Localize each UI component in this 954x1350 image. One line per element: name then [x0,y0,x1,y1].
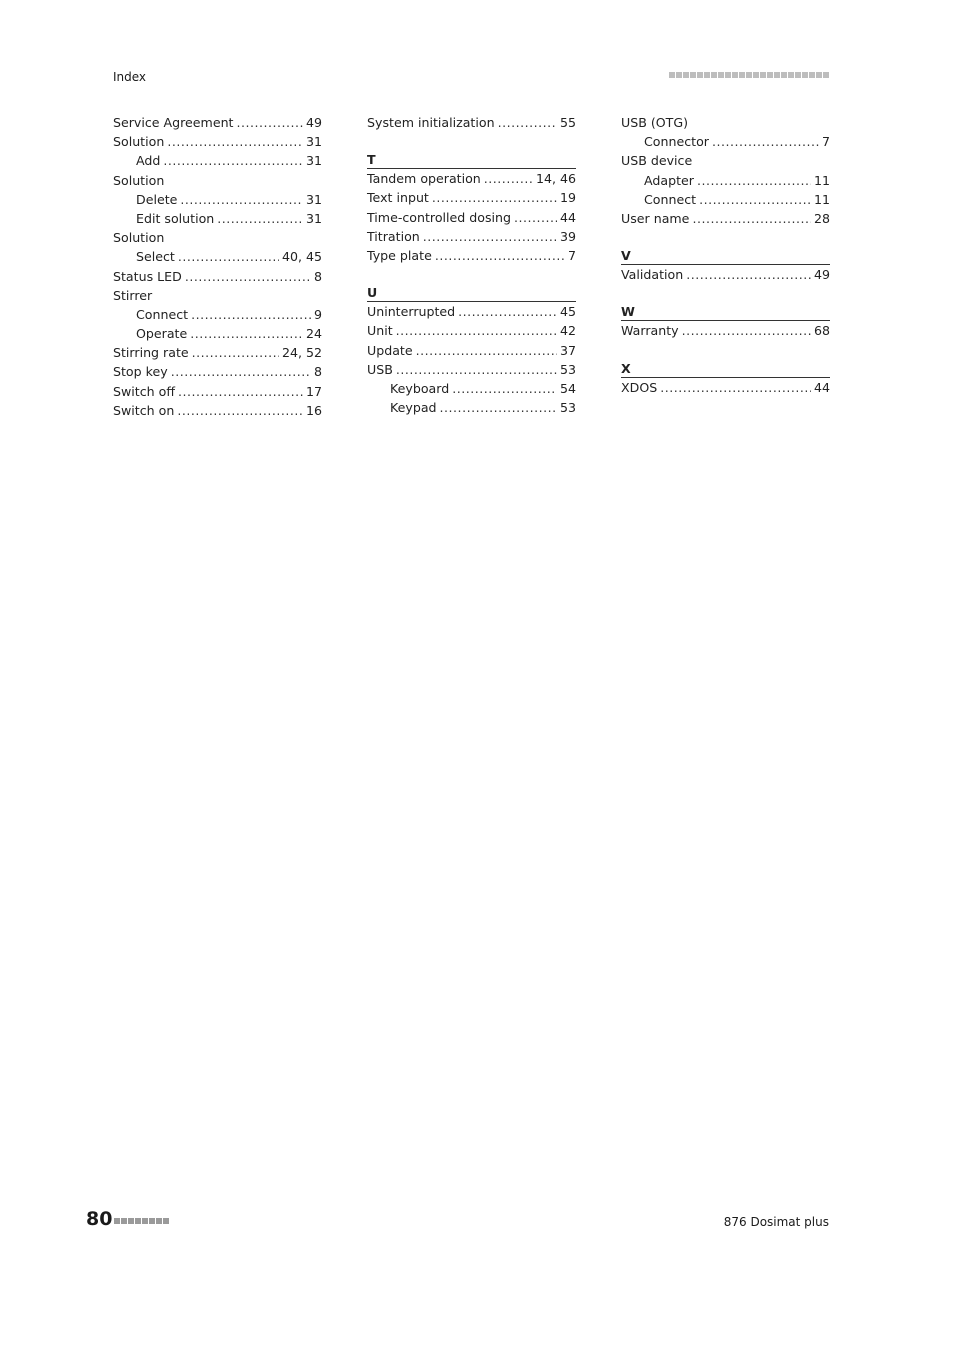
index-subentry [367,398,576,417]
index-entry [113,267,322,286]
index-page-ref: 31 [305,210,322,226]
dot-leader [435,246,565,265]
index-page-ref: 8 [313,364,322,380]
header-decoration-square [816,72,822,78]
index-column-1 [113,113,322,420]
index-term: User name [621,210,690,226]
header-decoration-square [711,72,717,78]
dot-leader [498,113,557,132]
index-page-ref: 16 [305,402,322,418]
index-term: Add [136,153,161,169]
footer-decoration-square [135,1218,141,1224]
index-subentry [113,151,322,170]
dot-leader [163,151,303,170]
index-entry [621,378,830,397]
index-letter-heading: W [621,302,830,321]
index-page-ref: 53 [559,361,576,377]
index-page-ref: 7 [821,134,830,150]
index-term: Solution [113,172,165,188]
index-page-ref: 39 [559,228,576,244]
index-page-ref: 24, 52 [281,345,322,361]
dot-leader [458,302,557,321]
index-term: Switch on [113,402,175,418]
index-subentry [621,132,830,151]
index-page-ref: 11 [813,191,830,207]
index-page-ref: 54 [559,380,576,396]
index-entry [367,227,576,246]
dot-leader [178,247,279,266]
index-entry [367,341,576,360]
index-letter-heading: V [621,246,830,265]
index-entry [367,169,576,188]
index-page-ref: 28 [813,210,830,226]
index-subentry [621,190,830,209]
index-subentry [367,379,576,398]
index-page-ref: 68 [813,323,830,339]
index-term: Warranty [621,323,679,339]
index-term: System initialization [367,115,495,130]
index-page-ref: 24 [305,326,322,342]
header-decoration-square [767,72,773,78]
index-term: Keyboard [390,380,450,396]
header-decoration-square [669,72,675,78]
dot-leader [699,190,811,209]
index-entry [621,113,830,132]
index-term: USB device [621,153,693,169]
header-decoration-square [788,72,794,78]
index-term: Edit solution [136,210,215,226]
header-decoration-square [676,72,682,78]
index-term: Connect [136,306,189,322]
footer-decoration-square [149,1218,155,1224]
header-decoration-square [753,72,759,78]
index-page-ref: 31 [305,191,322,207]
dot-leader [712,132,819,151]
header-decoration-square [732,72,738,78]
index-term: Status LED [113,268,182,284]
footer-decoration-square [114,1218,120,1224]
index-entry [367,246,576,265]
index-entry [113,132,322,151]
index-subentry [113,324,322,343]
dot-leader [178,382,303,401]
index-subentry [113,190,322,209]
dot-leader [167,132,303,151]
index-term: Keypad [390,400,437,416]
header-decoration-square [760,72,766,78]
index-subentry [113,305,322,324]
index-page-ref: 9 [313,306,322,322]
header-decoration-square [781,72,787,78]
index-column-3 [621,113,830,397]
index-page-ref: 8 [313,268,322,284]
index-term: USB [367,361,393,377]
index-letter-heading: X [621,359,830,378]
dot-leader [190,324,303,343]
dot-leader [396,321,557,340]
index-page-ref: 7 [567,247,576,263]
index-page-ref: 17 [305,383,322,399]
header-decoration-square [802,72,808,78]
index-entry [367,360,576,379]
index-term: Connector [644,134,709,150]
header-decoration-squares [669,72,829,78]
index-term: Connect [644,191,697,207]
footer-decoration-square [142,1218,148,1224]
dot-leader [217,209,303,228]
index-term: Stop key [113,364,168,380]
dot-leader [697,171,811,190]
index-page-ref: 45 [559,304,576,320]
index-term: Adapter [644,172,694,188]
footer-decoration-square [128,1218,134,1224]
index-term: Type plate [367,247,432,263]
index-entry [621,209,830,228]
index-entry [113,343,322,362]
dot-leader [192,343,279,362]
index-page-ref: 19 [559,190,576,206]
index-letter-heading: T [367,150,576,169]
index-term: Update [367,342,413,358]
header-decoration-square [704,72,710,78]
dot-leader [423,227,557,246]
dot-leader [682,321,811,340]
index-term: XDOS [621,379,658,395]
index-term: Service Agreement [113,115,234,130]
index-page-ref: 40, 45 [281,249,322,265]
page-header-title: Index [113,70,147,84]
index-page-ref: 11 [813,172,830,188]
index-term: USB (OTG) [621,115,689,130]
dot-leader [416,341,557,360]
index-entry [113,113,322,132]
index-entry [113,171,322,190]
index-entry [367,321,576,340]
dot-leader [432,188,557,207]
dot-leader [237,113,303,132]
footer-decoration-square [121,1218,127,1224]
header-decoration-square [823,72,829,78]
index-subentry [621,171,830,190]
index-page-ref: 49 [305,115,322,130]
index-term: Validation [621,267,684,283]
dot-leader [660,378,811,397]
index-subentry [113,247,322,266]
header-decoration-square [774,72,780,78]
index-entry [113,401,322,420]
dot-leader [686,265,811,284]
dot-leader [440,398,557,417]
header-decoration-square [739,72,745,78]
index-entry [367,113,576,132]
index-page-ref: 31 [305,134,322,150]
index-letter-heading: U [367,283,576,302]
index-term: Stirrer [113,287,153,303]
index-entry [113,228,322,247]
index-term: Operate [136,326,188,342]
dot-leader [484,169,533,188]
index-term: Text input [367,190,429,206]
index-term: Time-controlled dosing [367,209,511,225]
index-term: Switch off [113,383,176,399]
index-term: Titration [367,228,420,244]
index-term: Unit [367,323,393,339]
dot-leader [396,360,557,379]
index-page-ref: 37 [559,342,576,358]
footer-decoration-square [156,1218,162,1224]
page-number: 80 [86,1208,113,1230]
index-entry [621,151,830,170]
dot-leader [180,190,303,209]
header-decoration-square [683,72,689,78]
index-page-ref: 14, 46 [535,171,576,187]
index-term: Uninterrupted [367,304,456,320]
dot-leader [514,208,557,227]
dot-leader [171,362,311,381]
index-term: Delete [136,191,178,207]
index-entry [113,382,322,401]
index-page-ref: 31 [305,153,322,169]
footer-decoration-square [163,1218,169,1224]
index-entry [621,265,830,284]
index-page-ref: 44 [559,209,576,225]
index-subentry [113,209,322,228]
header-decoration-square [697,72,703,78]
index-entry [367,208,576,227]
index-page-ref: 49 [813,267,830,283]
index-entry [113,362,322,381]
footer-decoration-squares [114,1218,169,1224]
index-entry [367,188,576,207]
index-page-ref: 53 [559,400,576,416]
index-term: Stirring rate [113,345,189,361]
header-decoration-square [690,72,696,78]
dot-leader [692,209,811,228]
index-term: Tandem operation [367,171,481,187]
dot-leader [177,401,303,420]
index-column-2 [367,113,576,417]
header-decoration-square [746,72,752,78]
dot-leader [185,267,311,286]
index-entry [113,286,322,305]
index-entry [367,302,576,321]
index-term: Solution [113,230,165,246]
dot-leader [452,379,557,398]
index-page-ref: 55 [559,115,576,130]
header-decoration-square [795,72,801,78]
index-page-ref: 42 [559,323,576,339]
index-entry [621,321,830,340]
header-decoration-square [725,72,731,78]
index-page-ref: 44 [813,379,830,395]
dot-leader [191,305,311,324]
index-term: Select [136,249,175,265]
header-decoration-square [809,72,815,78]
header-decoration-square [718,72,724,78]
footer-product-name: 876 Dosimat plus [723,1215,829,1229]
index-term: Solution [113,134,165,150]
